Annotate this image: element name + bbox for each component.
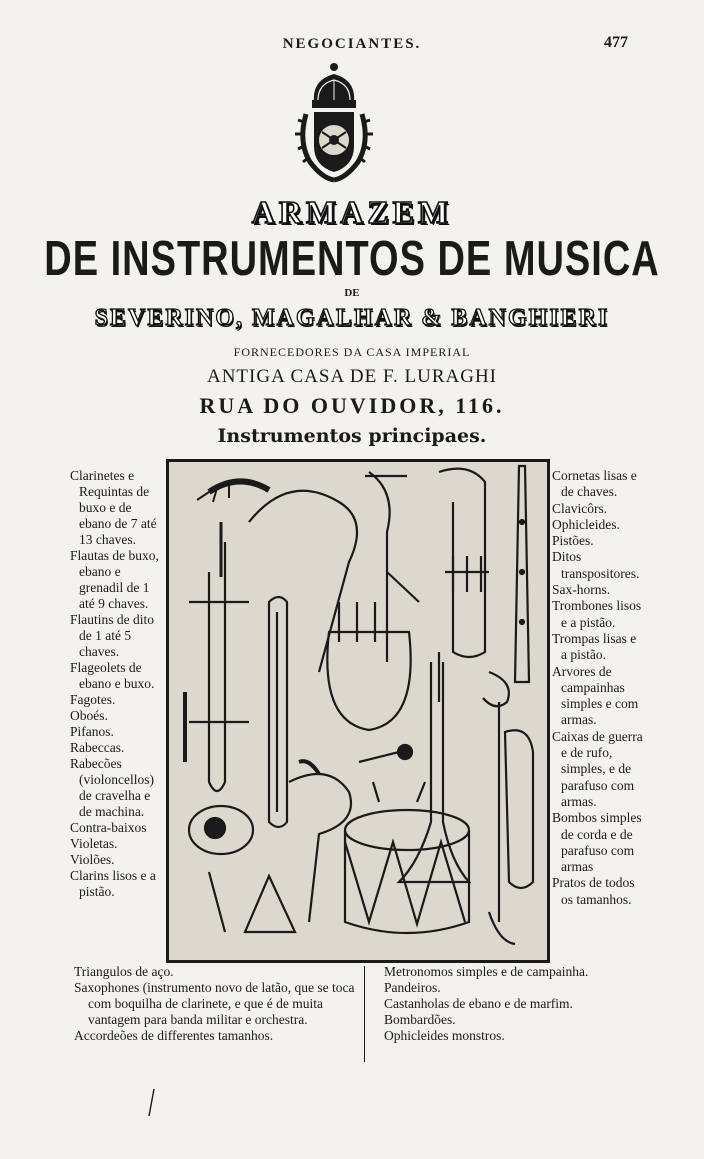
title-de: DE	[344, 287, 360, 299]
list-item: Castanholas de ebano e de marfim.	[384, 996, 573, 1011]
list-item: Flautas de buxo, ebano e grenadil de 1 até 9 chaves.	[70, 548, 159, 611]
old-house-line: ANTIGA CASA DE F. LURAGHI	[206, 366, 498, 387]
tuba-icon	[327, 472, 419, 730]
list-item: Contra-baixos	[70, 820, 147, 835]
instruments-illustration	[166, 459, 550, 963]
title-main: DE INSTRUMENTOS DE MUSICA	[44, 232, 660, 287]
list-item: Sax-horns.	[552, 582, 611, 598]
list-item: Trombones lisos e a pistão.	[552, 598, 642, 630]
list-item: Oboés.	[70, 708, 108, 723]
list-item: Saxophones (instrumento novo de latão, que se toca com boquilha de clarinete, e que é de muita vantagem para banda militar e orchestra.	[74, 980, 355, 1027]
list-item: Pifanos.	[70, 724, 114, 739]
list-item: Pratos de todos os tamanhos.	[552, 875, 635, 907]
list-item: Clarins lisos e a pistão.	[70, 868, 156, 899]
list-item: Rabeccas.	[70, 740, 125, 755]
list-item: Caixas de guerra e de rufo, simples, e de parafuso com armas.	[552, 728, 643, 809]
title-word: ARMAZEM	[251, 194, 453, 230]
list-item: Ophicleides monstros.	[384, 1028, 505, 1043]
bottom-left-list	[74, 964, 364, 1044]
column-divider	[364, 966, 365, 1062]
list-item: Arvores de campainhas simples e com armas.	[552, 663, 639, 728]
supplier-line: FORNECEDORES DA CASA IMPERIAL	[233, 345, 471, 359]
list-item: Triangulos de aço.	[74, 964, 174, 979]
list-item: Ophicleides.	[552, 516, 620, 532]
list-item: Rabecões (violoncellos) de cravelha e de machina.	[70, 756, 154, 819]
right-instrument-list	[552, 468, 644, 908]
imperial-coat-of-arms-icon	[292, 62, 376, 186]
list-item: Cornetas lisas e de chaves.	[552, 468, 637, 500]
list-item: Clavicôrs.	[552, 500, 608, 516]
left-instrument-list	[70, 468, 164, 900]
list-item: Bombardões.	[384, 1012, 456, 1027]
address-line: RUA DO OUVIDOR, 116.	[199, 393, 505, 418]
drum-icon	[345, 782, 469, 933]
list-item: Bombos simples de corda e de parafuso com armas	[552, 810, 642, 875]
trombone-icon	[185, 522, 249, 791]
list-item: Clarinetes e Requintas de buxo e de ebano de 7 até 13 chaves.	[70, 468, 157, 547]
slide-trumpet-icon	[269, 597, 287, 827]
triangle-icon	[209, 872, 295, 932]
cornet-icon	[439, 469, 509, 707]
cymbal-icon	[189, 806, 253, 854]
clarinet-icon	[515, 466, 529, 682]
list-item: Violões.	[70, 852, 115, 867]
list-item: Pistões.	[552, 533, 594, 549]
list-item: Trompas lisas e a pistão.	[552, 630, 637, 663]
page-number: 477	[604, 34, 628, 51]
list-item: Violetas.	[70, 836, 118, 851]
list-item: Flautins de dito de 1 até 5 chaves.	[70, 612, 154, 659]
list-item: Flageolets de ebano e buxo.	[70, 660, 155, 691]
list-item: Metronomos simples e de campainha.	[384, 964, 589, 979]
subheading: Instrumentos principaes.	[217, 425, 487, 447]
mallet-icon	[359, 745, 412, 762]
firm-name: SEVERINO, MAGALHAR & BANGHIERI	[94, 305, 610, 331]
list-item: Fagotes.	[70, 692, 116, 707]
bottom-right-list	[384, 964, 644, 1044]
running-head: NEGOCIANTES.	[282, 36, 422, 52]
pen-mark-icon	[146, 1088, 156, 1118]
trumpet-icon	[489, 702, 533, 944]
list-item: Pandeiros.	[384, 980, 441, 995]
list-item: Ditos transpositores.	[552, 549, 640, 581]
list-item: Accordeões de differentes tamanhos.	[74, 1028, 274, 1043]
horn-icon	[289, 761, 351, 922]
